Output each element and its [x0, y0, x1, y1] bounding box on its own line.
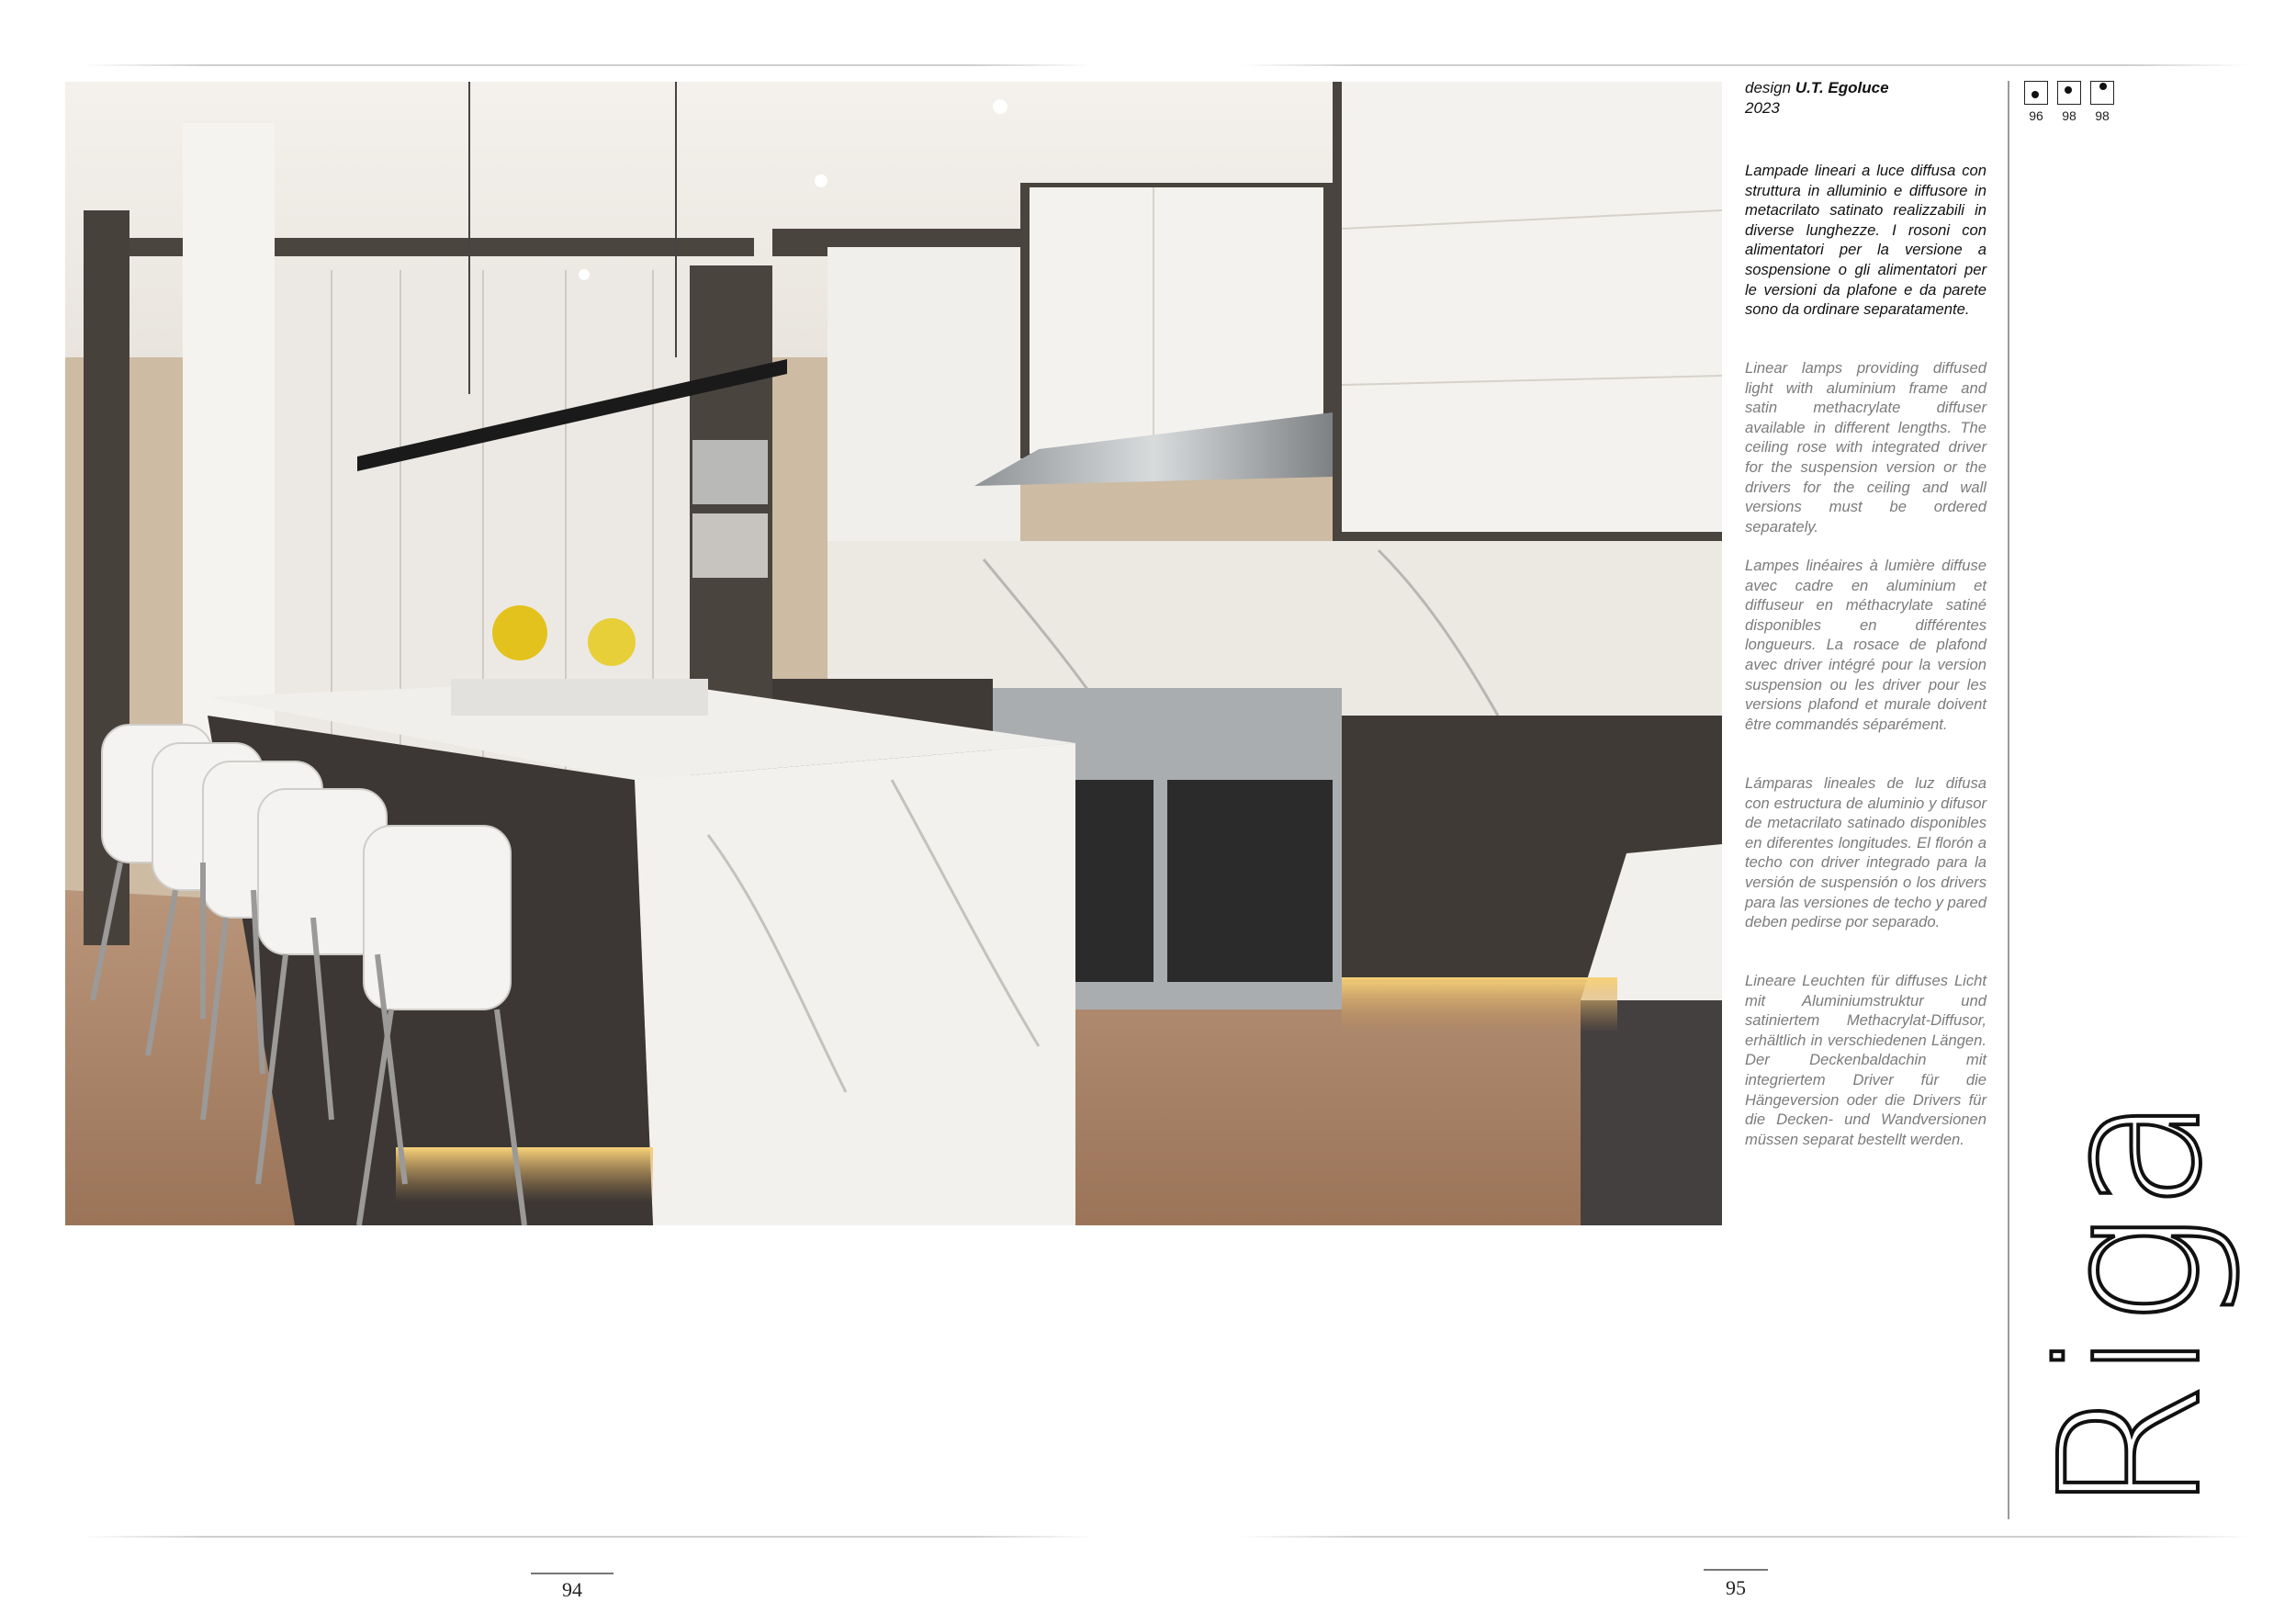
- bottom-rule-left: [83, 1536, 1093, 1538]
- product-name-riga: [2016, 1093, 2264, 1516]
- description-it: Lampade lineari a luce diffusa con struttura in alluminio e diffusore in metacrilato satinato realizzabili in diverse lunghezze. I rosoni con alimentatori per la versione a sospensione o gli alimentatori per le versioni da plafone e da parete sono da ordinare separatamente.: [1745, 162, 1986, 319]
- pendant-version-icon: [2024, 81, 2048, 105]
- top-rule-right: [1240, 64, 2250, 66]
- description-fr: Lampes linéaires à lumière diffuse avec cadre en aluminium et diffuseur en méthacrylate satiné disponibles en différentes longueurs. La rosace de plafond avec driver intégré pour la version suspension ou les driver pour les versions plafond et murale doivent être commandés séparément.: [1745, 557, 1986, 733]
- version-code-3: 98: [2095, 108, 2110, 123]
- page-tick-right: [1704, 1569, 1768, 1571]
- description-de: Lineare Leuchten für diffuses Licht mit Aluminiumstruktur und satiniertem Methacrylat-Diffusor, erhältlich in verschiedenen Längen. Der Deckenbaldachin mit integriertem Driver für die Hängeversion oder die Drivers für die Decken- und Wandversionen müssen separat bestellt werden.: [1745, 972, 1986, 1148]
- description-es: Lámparas lineales de luz difusa con estructura de aluminio y difusor de metacrilato satinado disponibles en diferentes longitudes. El florón a techo con driver integrado para la versión de suspensión o los drivers para las versiones de techo y pared deben pedirse por separado.: [1745, 774, 1986, 931]
- kitchen-photo: [65, 82, 1722, 1225]
- designer-name: U.T. Egoluce: [1795, 79, 1889, 96]
- top-rule-left: [83, 64, 1093, 66]
- ceiling-version-icon: [2057, 81, 2081, 105]
- page-number-right: 95: [1726, 1576, 1746, 1599]
- page-tick-left: [531, 1573, 613, 1574]
- description-en: Linear lamps providing diffused light with aluminium frame and satin methacrylate diffuser available in different lengths. The ceiling rose with integrated driver for the suspension version or the drivers for the ceiling and wall versions must be ordered separately.: [1745, 359, 1986, 536]
- design-credit: [1745, 78, 1889, 118]
- column-divider: [2008, 81, 2009, 1519]
- page-number-left: 94: [562, 1578, 582, 1601]
- design-year: 2023: [1745, 99, 1780, 117]
- version-code-2: 98: [2062, 108, 2077, 123]
- product-name-text: Riga: [2019, 1094, 2244, 1516]
- credit-prefix: design: [1745, 79, 1792, 96]
- version-code-1: 96: [2029, 108, 2043, 123]
- bottom-rule-right: [1240, 1536, 2250, 1538]
- wall-version-icon: [2090, 81, 2114, 105]
